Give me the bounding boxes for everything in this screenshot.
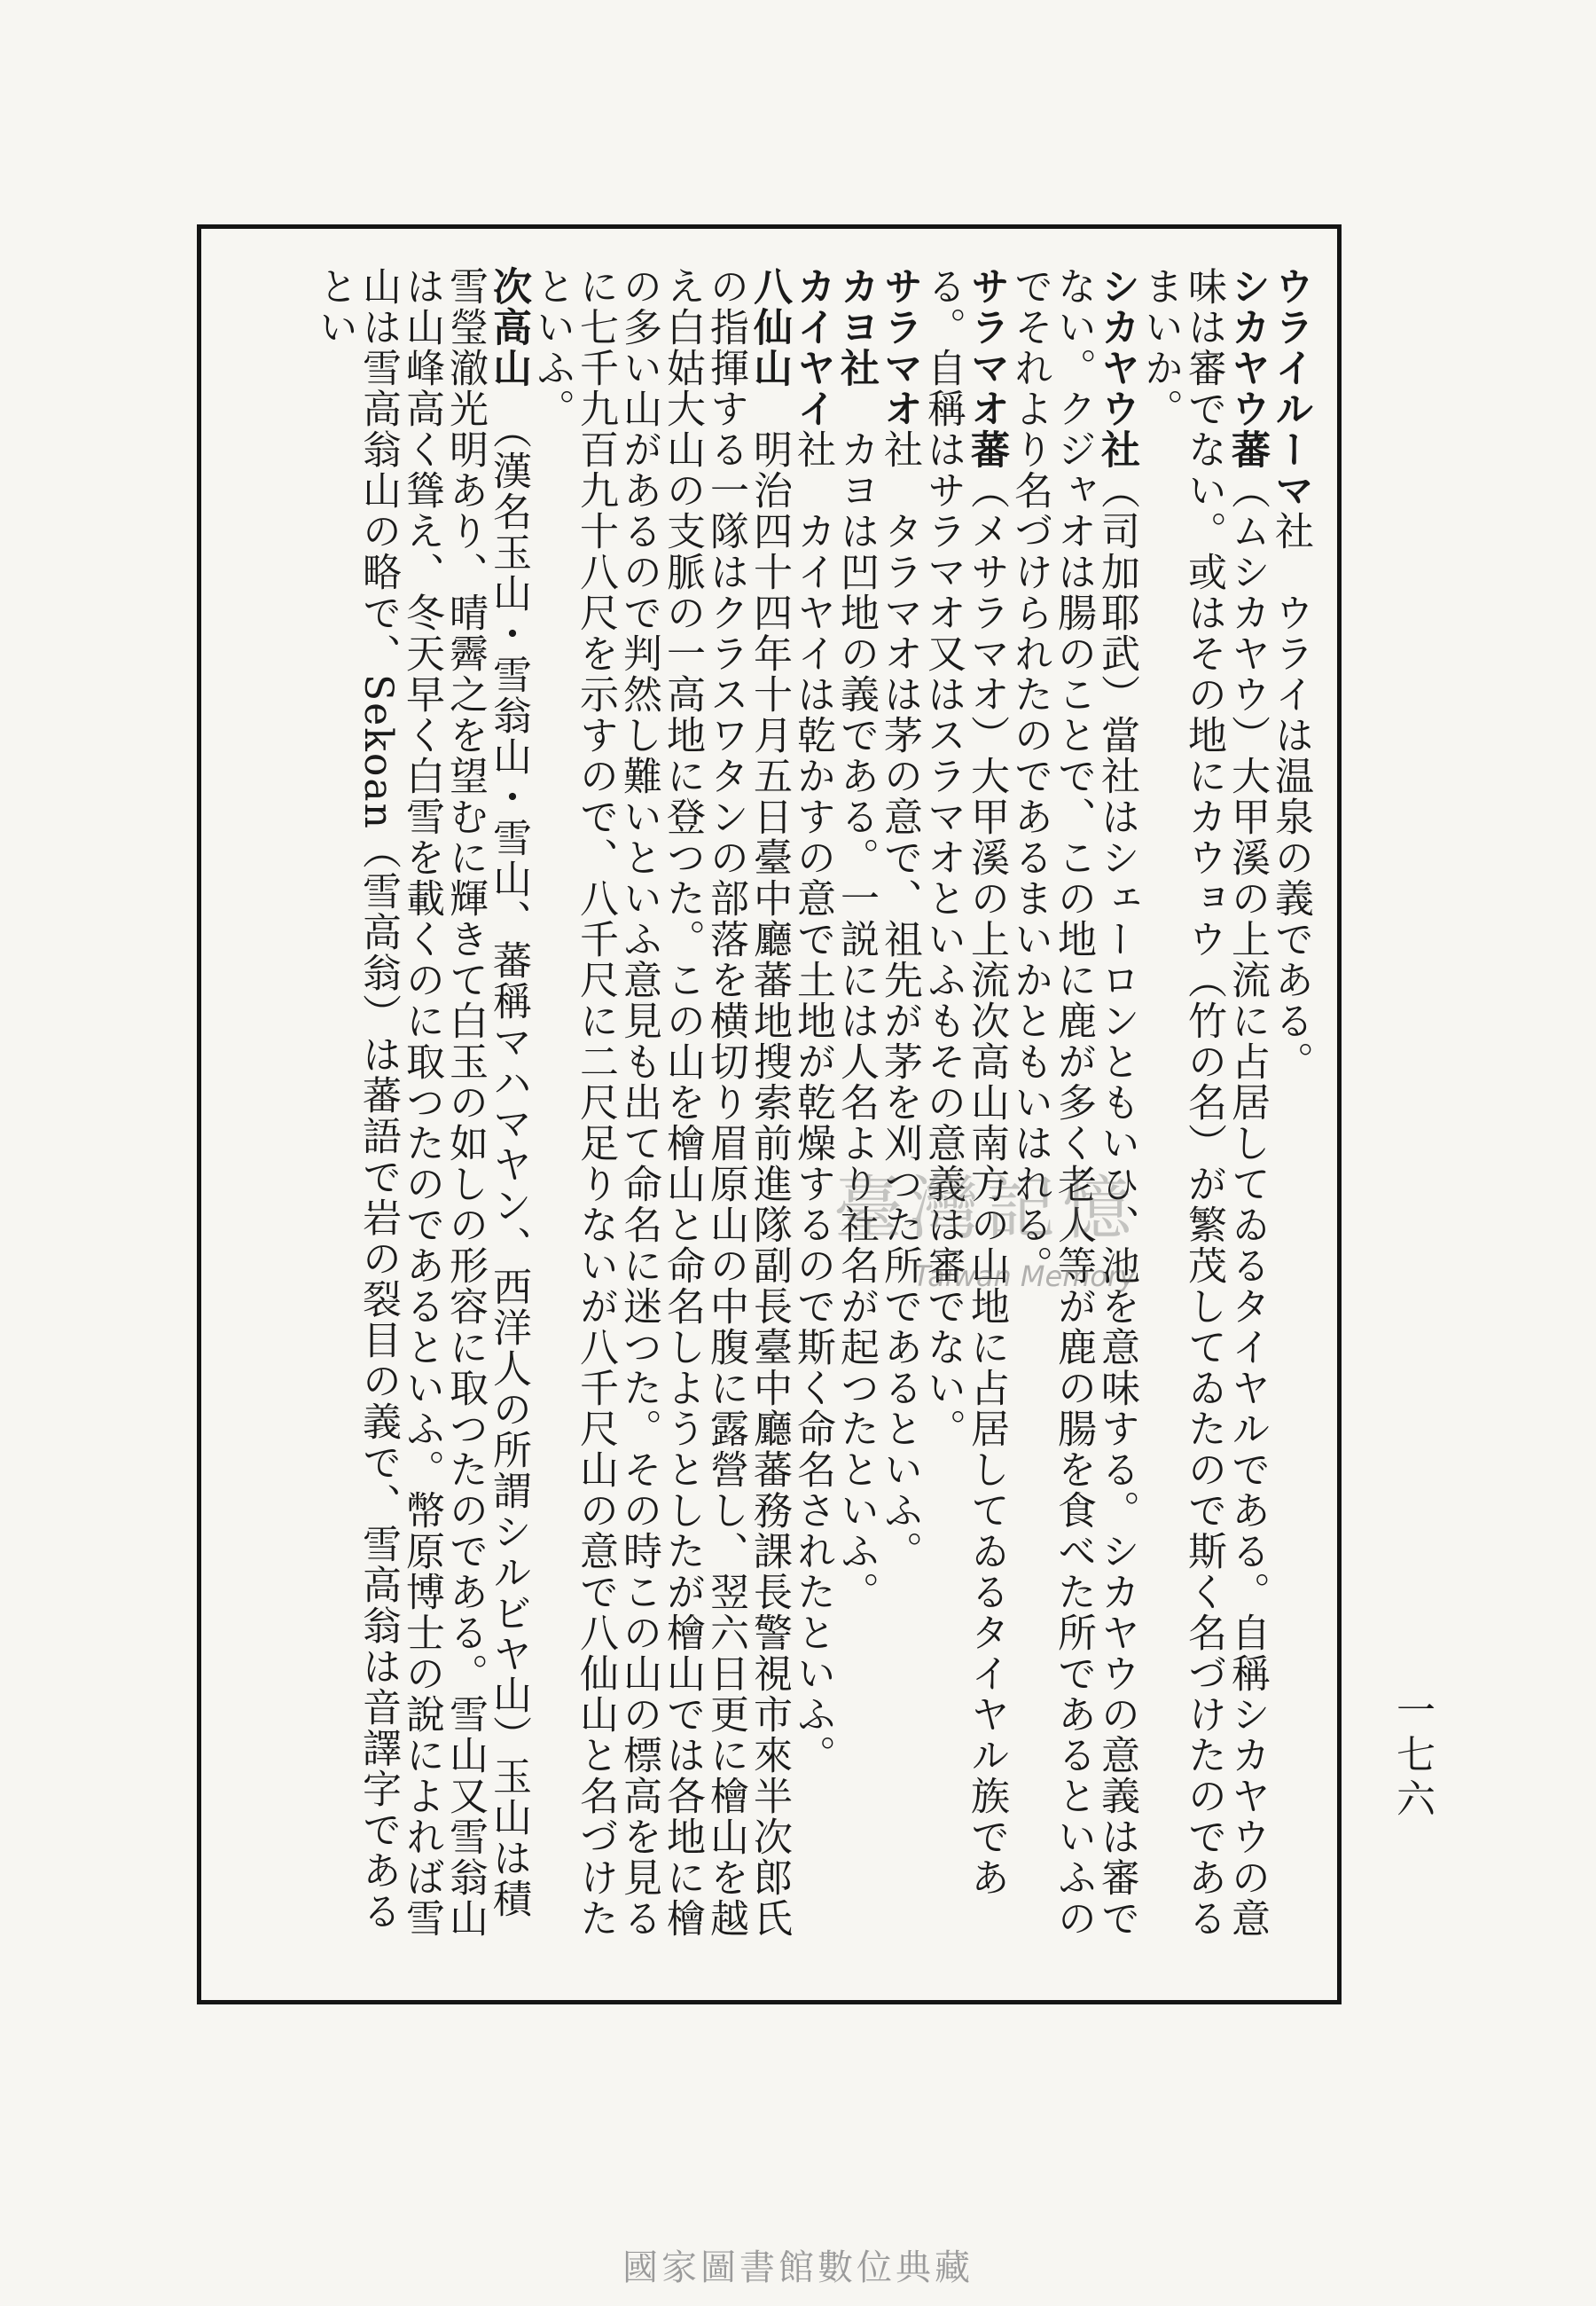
footer-credit: 國家圖書館數位典藏 — [622, 2247, 974, 2288]
paragraph — [1008, 266, 1138, 1951]
paragraph — [530, 266, 791, 1951]
entry-heading: シカヤウ社 — [1094, 266, 1139, 470]
entry-body: 明治四十四年十月五日臺中廳蕃地搜索前進隊副長臺中廳蕃務課長警視市來半次郎氏の指揮する一隊はクラスワタンの部落を横切り眉原山の中腹に露營し、翌六日更に檜山を越え白姑大山の支脈の一高地に登つた。この山を檜山と命名しようとしたが檜山では各地に檜の多い山があるので判然し難いといふ意見も出て命名に迷つた。その時この山の標高を見るに七千九百九十八尺を示すので、八千尺に二尺足りないが八千尺山の意で八仙山と名づけたといふ。 — [529, 266, 792, 1939]
watermark-logo: 臺灣記憶 — [833, 1169, 1139, 1249]
entry-heading: サラマオ — [877, 266, 922, 429]
entry-heading: ウライルーマ — [1268, 266, 1313, 511]
paragraph — [1138, 266, 1269, 1951]
entry-body: （漢名玉山・雪翁山・雪山、蕃稱マハマヤン、西洋人の所謂シルビヤ山）玉山は積雪瑩澈光明あり、晴霽之を望むに輝きて白玉の如しの形容に取つたのである。雪山又雪翁山は山峰高く聳え、冬天早く白雪を載くのに取つたのであるといふ。幣原博士の說によれば雪山は雪高翁山の略で、Sekoan（雪高翁）は蕃語で岩の裂目の義で、雪高翁は音譯字であるとい — [312, 266, 531, 1939]
paragraph — [834, 266, 878, 1951]
entry-heading: 八仙山 — [747, 266, 792, 388]
entry-heading: シカヤウ蕃 — [1224, 266, 1270, 470]
entry-body: （メサラマオ）大甲溪の上流次高山南方の山地に占居してゐるタイヤル族である。自稱はサラマオ又はスラマオといふもその意義は審でない。 — [920, 266, 1009, 1898]
entry-heading: カヨ社 — [833, 266, 879, 388]
entry-body: （司加耶武）當社はシェーロンともいひ、池を意味する。シカヤウの意義は審でない。クジャオは腸のことで、この地に鹿が多く老人等が鹿の腸を食べた所であるといふのでそれより名づけられたのであるまいかともいはれる。 — [1007, 266, 1139, 1939]
entry-heading: カイヤイ — [790, 266, 835, 429]
entry-body: カヨは凹地の義である。一説には人名より社名が起つたといふ。 — [833, 388, 879, 1612]
entry-body: 社 タラマオは茅の意で、祖先が茅を刈つた所であるといふ。 — [877, 429, 922, 1572]
paragraph — [791, 266, 834, 1951]
paragraph — [921, 266, 1008, 1951]
page-number: 一七六 — [1389, 1690, 1435, 1823]
entry-body: （ムシカヤウ）大甲溪の上流に占居してゐるタイヤルである。自稱シカヤウの意味は審でない。或はその地にカウョウ（竹の名）が繁茂してゐたので斯く名づけたのであるまいか。 — [1138, 266, 1270, 1939]
entry-heading: 次高山 — [486, 266, 531, 388]
entry-heading: サラマオ蕃 — [964, 266, 1009, 470]
paragraph — [878, 266, 921, 1951]
paragraph — [1269, 266, 1312, 1951]
paragraph — [313, 266, 530, 1951]
watermark-subtitle: Taiwan Memory — [913, 1259, 1137, 1293]
vertical-text-body — [204, 266, 1312, 1951]
entry-body: 社 カイヤイは乾かすの意で土地が乾燥するので斯く命名されたといふ。 — [790, 429, 835, 1776]
entry-body: 社 ウライは温泉の義である。 — [1268, 511, 1313, 1082]
